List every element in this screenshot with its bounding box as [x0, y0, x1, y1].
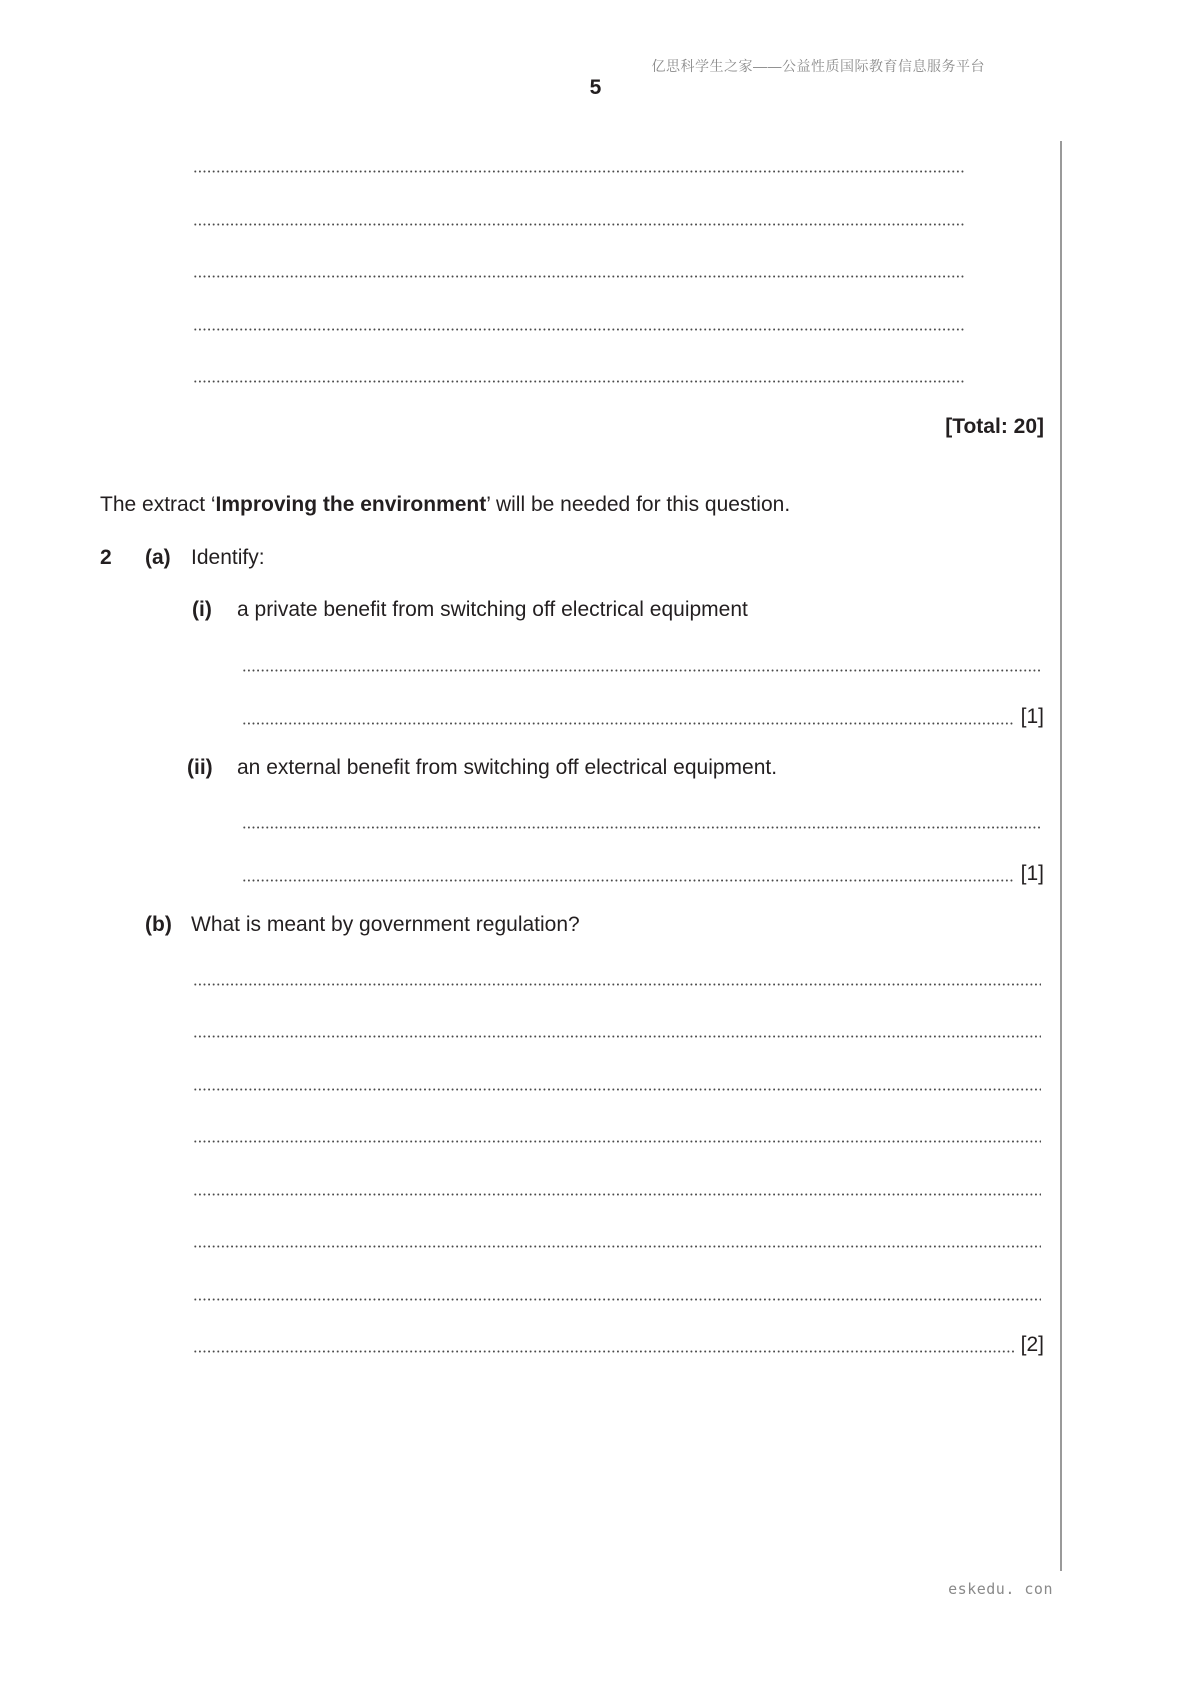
intro-suffix: ’ will be needed for this question.	[486, 493, 791, 516]
part-b-prompt: What is meant by government regulation?	[191, 913, 580, 936]
extract-intro	[100, 492, 790, 518]
sub-ii-mark: [1]	[1020, 862, 1044, 885]
footer-watermark: eskedu. con	[948, 1580, 1053, 1598]
answer-line[interactable]	[242, 722, 1014, 725]
part-b-label: (b)	[145, 913, 172, 936]
sub-i-text: a private benefit from switching off electrical equipment	[237, 598, 748, 621]
answer-line[interactable]	[193, 983, 1041, 986]
answer-line[interactable]	[193, 170, 965, 173]
answer-line[interactable]	[193, 1350, 1014, 1353]
margin-rule	[1060, 141, 1062, 1571]
page-number: 5	[589, 76, 602, 99]
answer-line[interactable]	[193, 1298, 1041, 1301]
part-b-mark: [2]	[1020, 1333, 1044, 1356]
header-watermark: 亿思科学生之家——公益性质国际教育信息服务平台	[651, 58, 985, 74]
answer-line[interactable]	[242, 669, 1041, 672]
answer-line[interactable]	[193, 275, 965, 278]
question-number: 2	[100, 546, 112, 569]
sub-ii-label: (ii)	[187, 756, 213, 779]
extract-title: Improving the environment	[215, 493, 487, 516]
answer-line[interactable]	[193, 1245, 1041, 1248]
intro-prefix: The extract ‘	[100, 493, 216, 516]
answer-line[interactable]	[242, 879, 1014, 882]
sub-i-label: (i)	[192, 598, 212, 621]
answer-line[interactable]	[242, 826, 1041, 829]
answer-line[interactable]	[193, 1035, 1041, 1038]
sub-i-mark: [1]	[1020, 705, 1044, 728]
answer-line[interactable]	[193, 328, 965, 331]
answer-line[interactable]	[193, 1193, 1041, 1196]
part-a-prompt: Identify:	[191, 546, 265, 569]
answer-line[interactable]	[193, 223, 965, 226]
answer-line[interactable]	[193, 380, 965, 383]
answer-line[interactable]	[193, 1140, 1041, 1143]
total-mark: [Total: 20]	[945, 415, 1044, 438]
part-a-label: (a)	[145, 546, 171, 569]
sub-ii-text: an external benefit from switching off electrical equipment.	[237, 756, 778, 779]
answer-line[interactable]	[193, 1088, 1041, 1091]
